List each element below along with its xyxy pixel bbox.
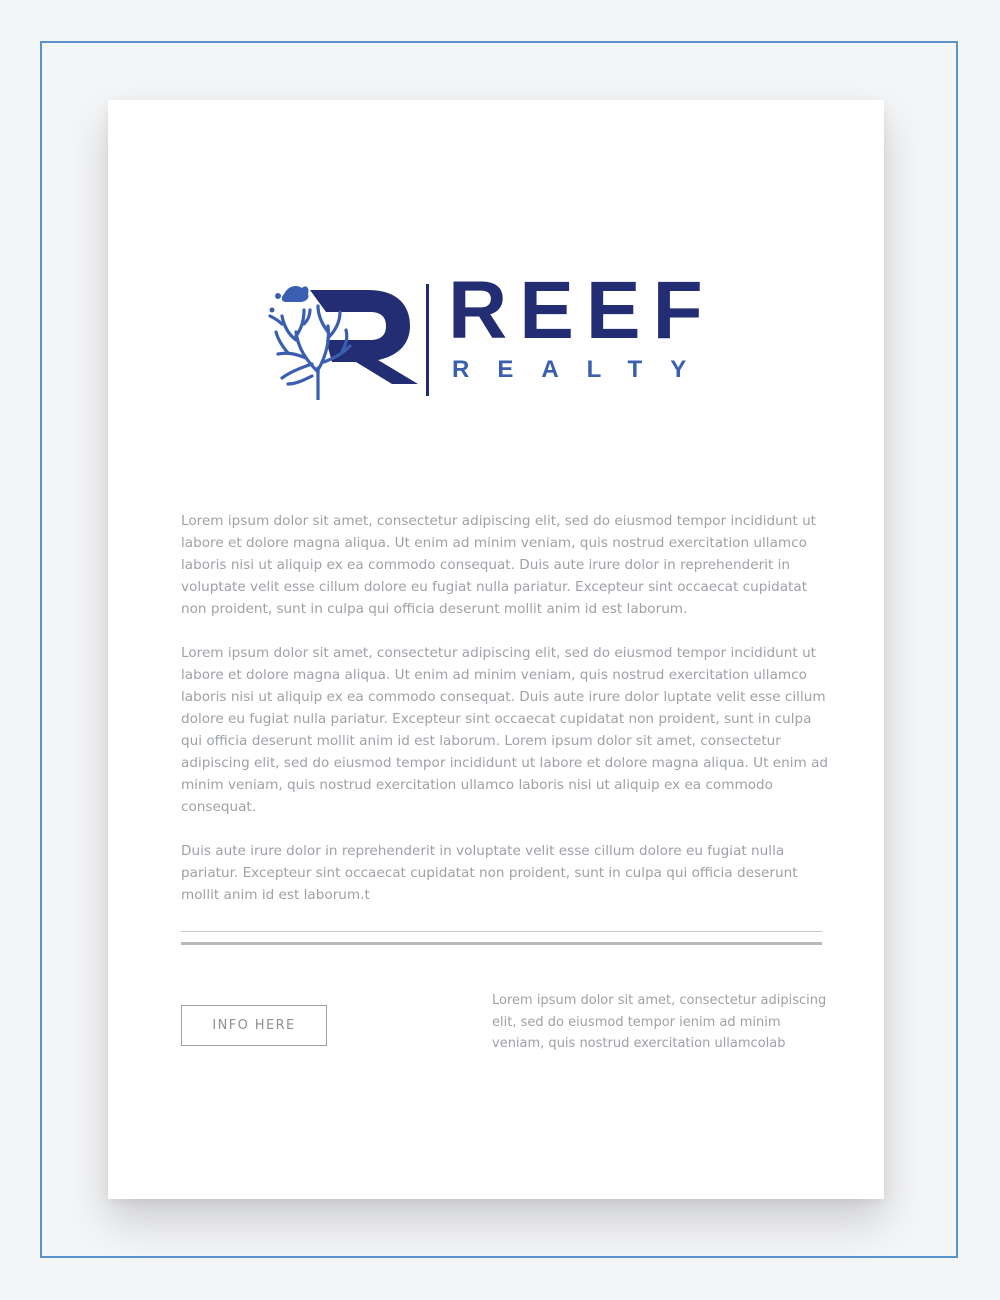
footer-text: Lorem ipsum dolor sit amet, consectetur adipiscing elit, sed do eiusmod tempor ienim ad minim veniam, quis nostrud exercitation ullamcolab [492, 993, 827, 1051]
body-paragraph: Duis aute irure dolor in reprehenderit in voluptate velit esse cillum dolore eu fugiat nulla pariatur. Excepteur sint occaecat cupidatat non proident, sunt in culpa qui officia deserunt mollit anim id est laborum.t [181, 843, 798, 903]
shell-icon [282, 286, 309, 302]
letter-r-icon [310, 290, 418, 384]
letter-body [181, 510, 831, 928]
bubble-icon [275, 293, 281, 299]
bubble-icon [270, 308, 275, 313]
logo-divider [426, 284, 429, 396]
footer-divider-thin [181, 931, 822, 932]
body-paragraph: Lorem ipsum dolor sit amet, consectetur adipiscing elit, sed do eiusmod tempor incididunt ut labore et dolore magna aliqua. Ut enim ad minim veniam, quis nostrud exercitation ullamco laboris nisi ut aliquip ex ea commodo consequat. Duis aute irure dolor in reprehenderit in voluptate velit esse cillum dolore eu fugiat nulla pariatur. Excepteur sint occaecat cupidatat non proident, sunt in culpa qui officia deserunt mollit anim id est laborum. [181, 513, 817, 617]
footer-divider-thick [181, 942, 822, 945]
logo-mark [266, 280, 426, 400]
reef-realty-logo [266, 265, 726, 400]
letterhead-sheet [108, 100, 884, 1199]
info-box: INFO HERE [181, 1005, 327, 1046]
logo-name-primary: REEF [448, 265, 715, 356]
logo-name-secondary: REALTY [452, 356, 715, 383]
body-paragraph: Lorem ipsum dolor sit amet, consectetur adipiscing elit, sed do eiusmod tempor incididunt ut labore et dolore magna aliqua. Ut enim ad minim veniam, quis nostrud exercitation ullamco laboris nisi ut aliquip ex ea commodo consequat. Duis aute irure dolor luptate velit esse cillum dolore eu fugiat nulla pariatur. Excepteur sint occaecat cupidatat non proident, sunt in culpa qui officia deserunt mollit anim id est laborum. Lorem ipsum dolor sit amet, consectetur adipiscing elit, sed do eiusmod tempor incididunt ut labore et dolore magna aliqua. Ut enim ad minim veniam, quis nostrud exercitation ullamco laboris nisi ut aliquip ex ea commodo consequat. [181, 645, 829, 815]
